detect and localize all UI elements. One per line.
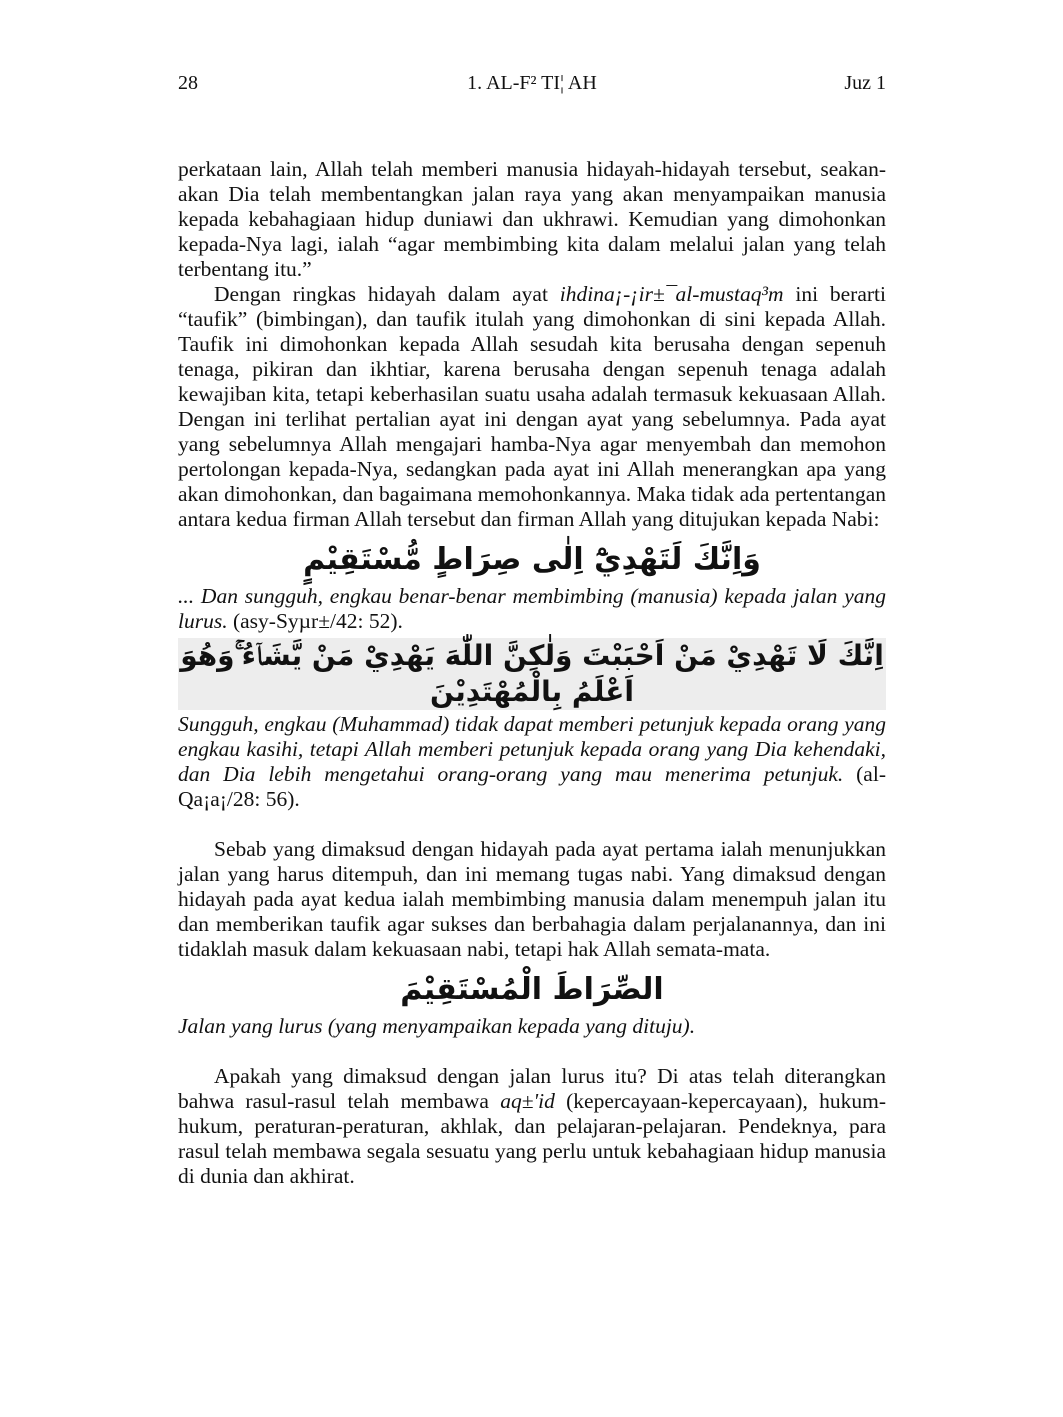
paragraph-2-rest: ini berarti “taufik” (bimbingan), dan taufik itulah yang dimohonkan di sini kepada Allah. Taufik ini dimohonkan kepada Allah sesudah kita berusaha dengan sepenuh tenaga, pikiran dan ikhtiar, karena berusaha dengan sepenuh tenaga adalah kewajiban kita, tetapi keberhasilan suatu usaha adalah termasuk kekuasaan Allah. Dengan ini terlihat pertalian ayat ini dengan ayat yang sebelumnya. Pada ayat yang sebelumnya Allah mengajari hamba-Nya agar menyembah dan memohon pertolongan kepada-Nya, sedangkan pada ayat ini Allah menerangkan apa yang akan dimohonkan, dan bagaimana memohonkannya. Maka tidak ada pertentangan antara kedua firman Allah tersebut dan firman Allah yang ditujukan kepada Nabi: — [178, 282, 886, 531]
verse-1-reference: (asy-Syµr±/42: 52). — [227, 609, 403, 633]
page-number: 28 — [178, 72, 198, 94]
verse-2-arabic: اِنَّكَ لَا تَهْدِيْ مَنْ اَحْبَبْتَ وَلٰكِنَّ اللّٰهَ يَهْدِيْ مَنْ يَّشَاۤءُ ۚوَهُوَ اَعْلَمُ بِالْمُهْتَدِيْنَ — [178, 638, 886, 710]
paragraph-4-start: Apakah yang dimaksud dengan jalan lurus itu? Di atas telah diterangkan bahwa rasul-rasul telah membawa — [178, 1064, 886, 1113]
paragraph-4-rest: (kepercayaan-kepercayaan), hukum-hukum, peraturan-peraturan, akhlak, dan pelajaran-pelajaran. Pendeknya, para rasul telah membawa segala sesuatu yang perlu untuk kebahagiaan hidup manusia di dunia dan akhirat. — [178, 1089, 886, 1188]
page-header — [178, 72, 886, 102]
paragraph-1: perkataan lain, Allah telah memberi manusia hidayah-hidayah tersebut, seakan-akan Dia telah membentangkan jalan raya yang akan menyampaikan manusia kepada kebahagiaan hidup duniawi dan ukhrawi. Kemudian yang dimohonkan kepada-Nya lagi, ialah “agar membimbing kita dalam melalui jalan yang telah terbentang itu.” — [178, 157, 886, 281]
verse-2-translation — [178, 712, 886, 812]
paragraph-2 — [178, 282, 886, 532]
verse-1-translation — [178, 584, 886, 634]
verse-2-reference: (al-Qa¡a¡/28: 56). — [178, 762, 886, 811]
verse-3-arabic: الصِّرَاطَ الْمُسْتَقِيْمَ — [400, 972, 664, 1007]
transliteration-term: ihdina¡-¡ir±¯al-mustaq³m — [559, 282, 784, 306]
verse-1-arabic: وَاِنَّكَ لَتَهْدِيْٓ اِلٰى صِرَاطٍ مُّسْتَقِيْمٍ — [303, 542, 761, 577]
verse-1-translation-text: ... Dan sungguh, engkau benar-benar membimbing (manusia) kepada jalan yang lurus. — [178, 584, 886, 633]
paragraph-2-start: Dengan ringkas hidayah dalam ayat — [214, 282, 560, 306]
chapter-title: 1. AL-F² TI¦ AH — [467, 72, 597, 94]
verse-2-translation-text: Sungguh, engkau (Muhammad) tidak dapat memberi petunjuk kepada orang yang engkau kasihi, tetapi Allah memberi petunjuk kepada orang yang Dia kehendaki, dan Dia lebih mengetahui orang-orang yang mau menerima petunjuk. — [178, 712, 886, 786]
juz-label: Juz 1 — [844, 72, 886, 94]
paragraph-3: Sebab yang dimaksud dengan hidayah pada ayat pertama ialah menunjukkan jalan yang harus ditempuh, dan ini memang tugas nabi. Yang dimaksud dengan hidayah pada ayat kedua ialah membimbing manusia dalam menempuh jalan itu dan memberikan taufik agar sukses dan berbahagia dalam perjalanannya, dan ini tidaklah masuk dalam kekuasaan nabi, tetapi hak Allah semata-mata. — [178, 837, 886, 961]
paragraph-4 — [178, 1064, 886, 1189]
spacer — [178, 812, 886, 837]
verse-3-translation — [178, 1014, 886, 1039]
page-body — [178, 157, 886, 1189]
spacer — [178, 1039, 886, 1064]
verse-3-translation-text: Jalan yang lurus (yang menyampaikan kepada yang dituju). — [178, 1014, 696, 1038]
transliteration-term-aqaid: aq±'id — [500, 1089, 555, 1113]
